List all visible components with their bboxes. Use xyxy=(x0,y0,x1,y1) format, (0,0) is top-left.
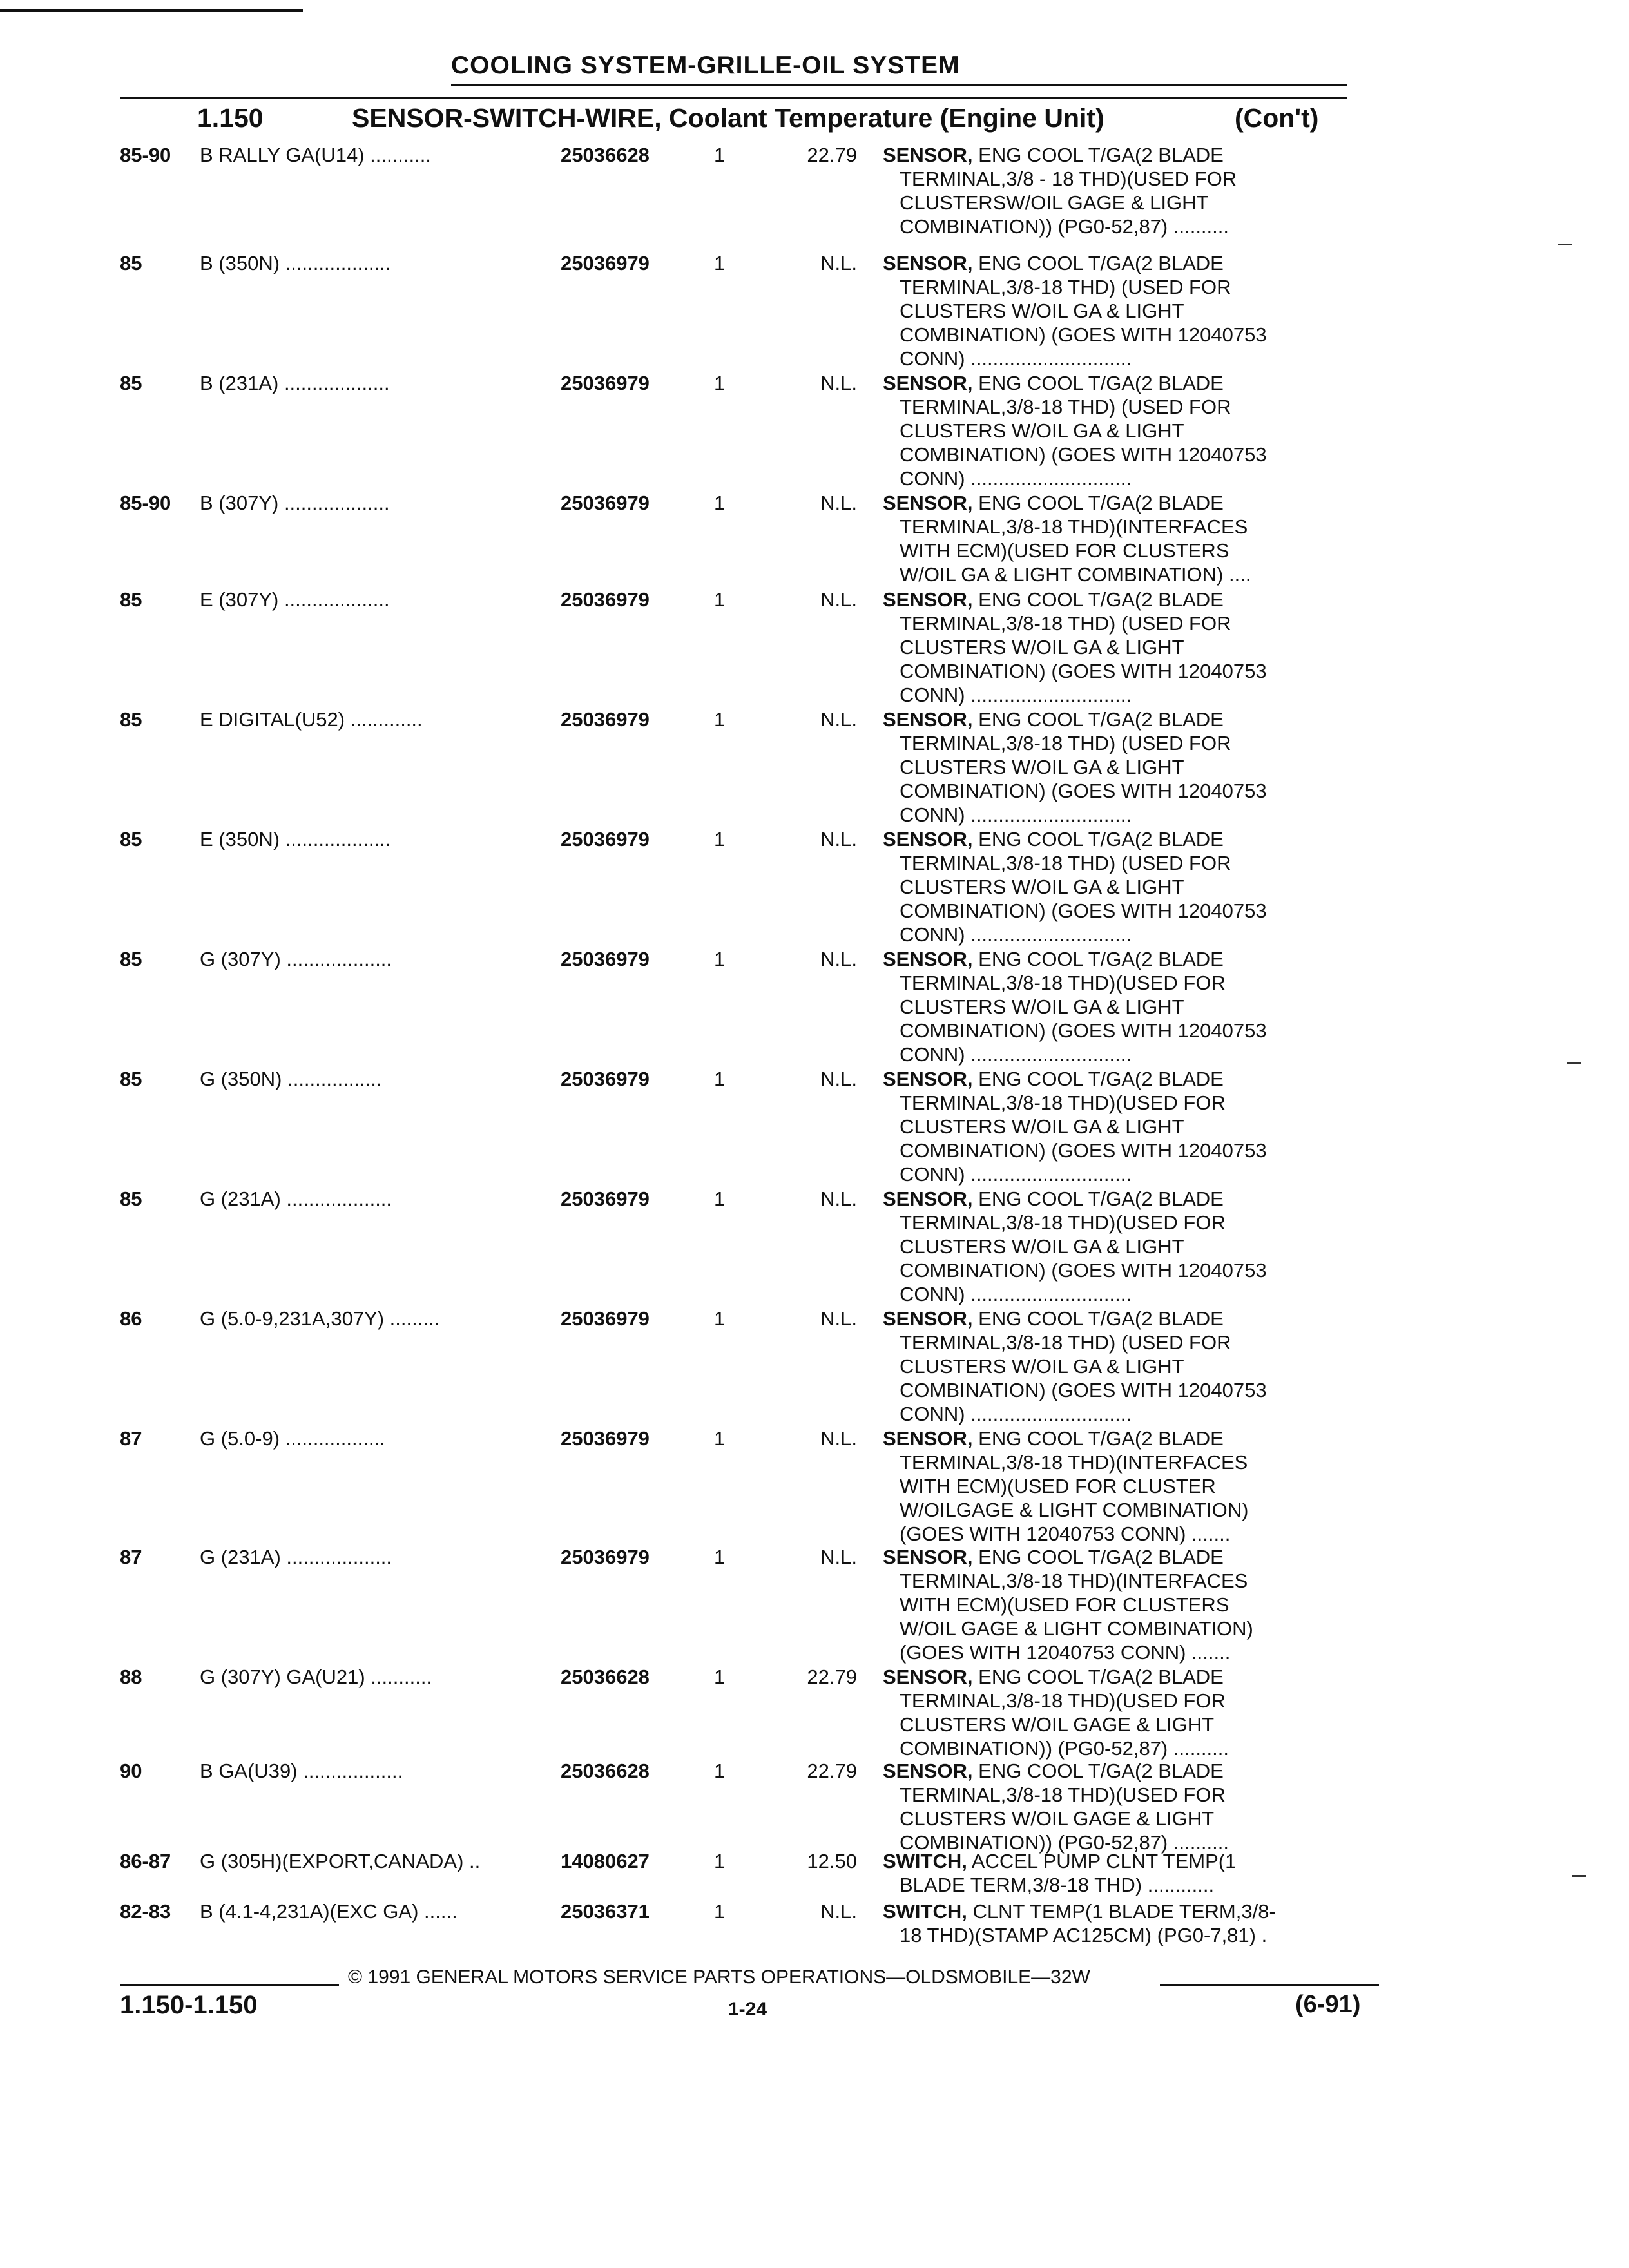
footer-rule-left xyxy=(120,1984,339,1986)
description-line: SENSOR, ENG COOL T/GA(2 BLADE xyxy=(883,1666,1224,1688)
part-description xyxy=(883,1665,1373,1760)
description-line: CONN) ............................. xyxy=(900,923,1132,946)
description-line: SENSOR, ENG COOL T/GA(2 BLADE xyxy=(883,1187,1224,1210)
description-line: TERMINAL,3/8-18 THD)(INTERFACES xyxy=(900,515,1248,538)
quantity: 1 xyxy=(714,1850,726,1872)
quantity: 1 xyxy=(714,948,726,970)
description-line: CONN) ............................. xyxy=(900,1403,1132,1425)
description-line: CLUSTERS W/OIL GA & LIGHT xyxy=(900,876,1184,898)
part-number: 25036979 xyxy=(561,828,650,850)
description-line: CONN) ............................. xyxy=(900,803,1132,826)
description-line: CLUSTERS W/OIL GA & LIGHT xyxy=(900,300,1184,322)
quantity: 1 xyxy=(714,588,726,611)
model-description: B (231A) ................... xyxy=(200,372,390,394)
model-description: B (4.1-4,231A)(EXC GA) ...... xyxy=(200,1900,458,1923)
part-description xyxy=(883,1187,1373,1306)
price: N.L. xyxy=(820,1187,857,1210)
quantity: 1 xyxy=(714,1546,726,1568)
description-line: SENSOR, ENG COOL T/GA(2 BLADE xyxy=(883,492,1224,514)
description-line: SENSOR, ENG COOL T/GA(2 BLADE xyxy=(883,1068,1224,1090)
part-number: 25036979 xyxy=(561,1546,650,1568)
part-number: 14080627 xyxy=(561,1850,650,1872)
description-line: CLUSTERS W/OIL GA & LIGHT xyxy=(900,995,1184,1018)
part-description xyxy=(883,251,1373,370)
margin-mark xyxy=(1558,244,1572,245)
description-line: TERMINAL,3/8-18 THD)(USED FOR xyxy=(900,972,1226,994)
part-description xyxy=(883,1545,1373,1664)
part-description xyxy=(883,707,1373,827)
description-line: TERMINAL,3/8-18 THD) (USED FOR xyxy=(900,852,1231,874)
model-years: 90 xyxy=(120,1760,142,1782)
description-line: SENSOR, ENG COOL T/GA(2 BLADE xyxy=(883,588,1224,611)
part-description xyxy=(883,1899,1373,1947)
model-description: G (5.0-9) .................. xyxy=(200,1427,385,1450)
part-description xyxy=(883,491,1373,586)
quantity: 1 xyxy=(714,1666,726,1688)
heading-rule xyxy=(120,97,1347,99)
model-description: G (305H)(EXPORT,CANADA) .. xyxy=(200,1850,481,1872)
description-line: CONN) ............................. xyxy=(900,684,1132,706)
part-number: 25036979 xyxy=(561,708,650,731)
model-description: B GA(U39) .................. xyxy=(200,1760,403,1782)
description-line: TERMINAL,3/8-18 THD)(INTERFACES xyxy=(900,1570,1248,1592)
part-number: 25036979 xyxy=(561,252,650,274)
part-number: 25036979 xyxy=(561,492,650,514)
description-line: CONN) ............................. xyxy=(900,1283,1132,1305)
model-years: 87 xyxy=(120,1546,142,1568)
price: N.L. xyxy=(820,372,857,394)
price: N.L. xyxy=(820,1068,857,1090)
margin-mark xyxy=(1572,1875,1586,1877)
model-years: 88 xyxy=(120,1666,142,1688)
model-years: 85 xyxy=(120,1187,142,1210)
part-description xyxy=(883,143,1373,238)
description-line: SENSOR, ENG COOL T/GA(2 BLADE xyxy=(883,372,1224,394)
description-line: COMBINATION) (GOES WITH 12040753 xyxy=(900,780,1267,802)
model-years: 85 xyxy=(120,948,142,970)
revision-date: (6-91) xyxy=(1295,1991,1361,2018)
description-line: CLUSTERS W/OIL GA & LIGHT xyxy=(900,419,1184,442)
quantity: 1 xyxy=(714,1900,726,1923)
part-description xyxy=(883,827,1373,947)
price: 22.79 xyxy=(807,144,857,166)
part-number: 25036628 xyxy=(561,1760,650,1782)
description-line: COMBINATION) (GOES WITH 12040753 xyxy=(900,1019,1267,1042)
description-line: CLUSTERS W/OIL GA & LIGHT xyxy=(900,756,1184,778)
part-number: 25036628 xyxy=(561,144,650,166)
description-line: WITH ECM)(USED FOR CLUSTER xyxy=(900,1475,1216,1497)
description-line: COMBINATION)) (PG0-52,87) .......... xyxy=(900,1737,1229,1760)
description-line: (GOES WITH 12040753 CONN) ....... xyxy=(900,1641,1231,1664)
model-years: 85 xyxy=(120,372,142,394)
description-line: SENSOR, ENG COOL T/GA(2 BLADE xyxy=(883,708,1224,731)
description-line: SENSOR, ENG COOL T/GA(2 BLADE xyxy=(883,252,1224,274)
part-number: 25036979 xyxy=(561,1307,650,1330)
description-line: COMBINATION)) (PG0-52,87) .......... xyxy=(900,1831,1229,1854)
price: N.L. xyxy=(820,1307,857,1330)
description-line: TERMINAL,3/8-18 THD) (USED FOR xyxy=(900,1331,1231,1354)
description-line: SENSOR, ENG COOL T/GA(2 BLADE xyxy=(883,948,1224,970)
price: N.L. xyxy=(820,1427,857,1450)
description-line: WITH ECM)(USED FOR CLUSTERS xyxy=(900,539,1229,562)
quantity: 1 xyxy=(714,492,726,514)
price: 22.79 xyxy=(807,1666,857,1688)
part-description xyxy=(883,1849,1373,1897)
quantity: 1 xyxy=(714,1307,726,1330)
description-line: CONN) ............................. xyxy=(900,347,1132,370)
price: N.L. xyxy=(820,1900,857,1923)
part-number: 25036979 xyxy=(561,1068,650,1090)
model-description: E (350N) ................... xyxy=(200,828,391,850)
quantity: 1 xyxy=(714,828,726,850)
description-line: COMBINATION) (GOES WITH 12040753 xyxy=(900,323,1267,346)
model-years: 86-87 xyxy=(120,1850,171,1872)
description-line: TERMINAL,3/8-18 THD) (USED FOR xyxy=(900,396,1231,418)
description-line: (GOES WITH 12040753 CONN) ....... xyxy=(900,1523,1231,1545)
description-line: TERMINAL,3/8-18 THD) (USED FOR xyxy=(900,612,1231,635)
model-description: G (307Y) ................... xyxy=(200,948,392,970)
description-line: TERMINAL,3/8-18 THD)(USED FOR xyxy=(900,1091,1226,1114)
price: N.L. xyxy=(820,252,857,274)
quantity: 1 xyxy=(714,1427,726,1450)
description-line: SWITCH, CLNT TEMP(1 BLADE TERM,3/8- xyxy=(883,1900,1276,1923)
model-description: E DIGITAL(U52) ............. xyxy=(200,708,423,731)
description-line: COMBINATION) (GOES WITH 12040753 xyxy=(900,1139,1267,1162)
description-line: W/OILGAGE & LIGHT COMBINATION) xyxy=(900,1499,1249,1521)
description-line: W/OIL GA & LIGHT COMBINATION) .... xyxy=(900,563,1251,586)
model-description: G (350N) ................. xyxy=(200,1068,382,1090)
margin-mark xyxy=(1567,1062,1581,1064)
description-line: COMBINATION)) (PG0-52,87) .......... xyxy=(900,215,1229,238)
price: N.L. xyxy=(820,1546,857,1568)
price: N.L. xyxy=(820,708,857,731)
description-line: TERMINAL,3/8-18 THD)(USED FOR xyxy=(900,1783,1226,1806)
page-number: 1-24 xyxy=(728,1999,767,2020)
price: N.L. xyxy=(820,948,857,970)
description-line: TERMINAL,3/8-18 THD)(USED FOR xyxy=(900,1689,1226,1712)
part-description xyxy=(883,371,1373,490)
model-years: 87 xyxy=(120,1427,142,1450)
description-line: W/OIL GAGE & LIGHT COMBINATION) xyxy=(900,1617,1253,1640)
description-line: COMBINATION) (GOES WITH 12040753 xyxy=(900,660,1267,682)
top-edge-rule xyxy=(0,9,303,12)
description-line: BLADE TERM,3/8-18 THD) ............ xyxy=(900,1874,1215,1896)
model-years: 82-83 xyxy=(120,1900,171,1923)
model-description: B (350N) ................... xyxy=(200,252,391,274)
part-number: 25036979 xyxy=(561,1187,650,1210)
price: 22.79 xyxy=(807,1760,857,1782)
description-line: CLUSTERS W/OIL GA & LIGHT xyxy=(900,1115,1184,1138)
description-line: COMBINATION) (GOES WITH 12040753 xyxy=(900,443,1267,466)
price: 12.50 xyxy=(807,1850,857,1872)
description-line: SWITCH, ACCEL PUMP CLNT TEMP(1 xyxy=(883,1850,1237,1872)
part-number: 25036979 xyxy=(561,588,650,611)
part-description xyxy=(883,947,1373,1066)
description-line: CLUSTERS W/OIL GAGE & LIGHT xyxy=(900,1807,1215,1830)
description-line: SENSOR, ENG COOL T/GA(2 BLADE xyxy=(883,828,1224,850)
description-line: COMBINATION) (GOES WITH 12040753 xyxy=(900,1379,1267,1401)
price: N.L. xyxy=(820,828,857,850)
quantity: 1 xyxy=(714,1760,726,1782)
description-line: 18 THD)(STAMP AC125CM) (PG0-7,81) . xyxy=(900,1924,1268,1946)
part-number: 25036628 xyxy=(561,1666,650,1688)
group-title: SENSOR-SWITCH-WIRE, Coolant Temperature (Engine Unit) xyxy=(352,103,1104,133)
price: N.L. xyxy=(820,588,857,611)
model-description: E (307Y) ................... xyxy=(200,588,390,611)
model-description: G (231A) ................... xyxy=(200,1546,392,1568)
part-number: 25036979 xyxy=(561,372,650,394)
description-line: CONN) ............................. xyxy=(900,1043,1132,1066)
model-years: 85 xyxy=(120,1068,142,1090)
part-number: 25036979 xyxy=(561,948,650,970)
section-title: COOLING SYSTEM-GRILLE-OIL SYSTEM xyxy=(451,52,960,79)
description-line: CLUSTERSW/OIL GAGE & LIGHT xyxy=(900,191,1209,214)
model-description: G (231A) ................... xyxy=(200,1187,392,1210)
part-description xyxy=(883,1759,1373,1854)
description-line: CLUSTERS W/OIL GA & LIGHT xyxy=(900,636,1184,658)
description-line: CONN) ............................. xyxy=(900,1163,1132,1186)
quantity: 1 xyxy=(714,1068,726,1090)
model-years: 85 xyxy=(120,588,142,611)
model-years: 85-90 xyxy=(120,144,171,166)
continued-label: (Con't) xyxy=(1235,103,1319,133)
description-line: CLUSTERS W/OIL GA & LIGHT xyxy=(900,1235,1184,1258)
description-line: TERMINAL,3/8-18 THD) (USED FOR xyxy=(900,276,1231,298)
description-line: COMBINATION) (GOES WITH 12040753 xyxy=(900,899,1267,922)
quantity: 1 xyxy=(714,144,726,166)
model-years: 86 xyxy=(120,1307,142,1330)
copyright-notice: © 1991 GENERAL MOTORS SERVICE PARTS OPERATIONS—OLDSMOBILE—32W xyxy=(348,1966,1090,1988)
description-line: SENSOR, ENG COOL T/GA(2 BLADE xyxy=(883,1760,1224,1782)
description-line: SENSOR, ENG COOL T/GA(2 BLADE xyxy=(883,1546,1224,1568)
description-line: WITH ECM)(USED FOR CLUSTERS xyxy=(900,1593,1229,1616)
description-line: SENSOR, ENG COOL T/GA(2 BLADE xyxy=(883,1307,1224,1330)
model-years: 85 xyxy=(120,708,142,731)
description-line: SENSOR, ENG COOL T/GA(2 BLADE xyxy=(883,144,1224,166)
model-description: G (307Y) GA(U21) ........... xyxy=(200,1666,432,1688)
model-years: 85-90 xyxy=(120,492,171,514)
group-number: 1.150 xyxy=(197,103,264,133)
part-description xyxy=(883,588,1373,707)
quantity: 1 xyxy=(714,1187,726,1210)
part-number: 25036371 xyxy=(561,1900,650,1923)
description-line: CLUSTERS W/OIL GAGE & LIGHT xyxy=(900,1713,1215,1736)
footer-rule-right xyxy=(1160,1984,1379,1986)
description-line: CLUSTERS W/OIL GA & LIGHT xyxy=(900,1355,1184,1378)
part-description xyxy=(883,1427,1373,1546)
group-range: 1.150-1.150 xyxy=(120,1991,258,2019)
part-description xyxy=(883,1067,1373,1186)
part-number: 25036979 xyxy=(561,1427,650,1450)
quantity: 1 xyxy=(714,708,726,731)
description-line: TERMINAL,3/8-18 THD) (USED FOR xyxy=(900,732,1231,754)
description-line: TERMINAL,3/8-18 THD)(USED FOR xyxy=(900,1211,1226,1234)
description-line: TERMINAL,3/8-18 THD)(INTERFACES xyxy=(900,1451,1248,1474)
description-line: COMBINATION) (GOES WITH 12040753 xyxy=(900,1259,1267,1282)
price: N.L. xyxy=(820,492,857,514)
model-description: B RALLY GA(U14) ........... xyxy=(200,144,431,166)
part-description xyxy=(883,1307,1373,1426)
quantity: 1 xyxy=(714,372,726,394)
model-description: B (307Y) ................... xyxy=(200,492,390,514)
model-years: 85 xyxy=(120,828,142,850)
description-line: SENSOR, ENG COOL T/GA(2 BLADE xyxy=(883,1427,1224,1450)
quantity: 1 xyxy=(714,252,726,274)
model-description: G (5.0-9,231A,307Y) ......... xyxy=(200,1307,440,1330)
description-line: CONN) ............................. xyxy=(900,467,1132,490)
model-years: 85 xyxy=(120,252,142,274)
title-underline xyxy=(451,84,1347,86)
description-line: TERMINAL,3/8 - 18 THD)(USED FOR xyxy=(900,168,1237,190)
